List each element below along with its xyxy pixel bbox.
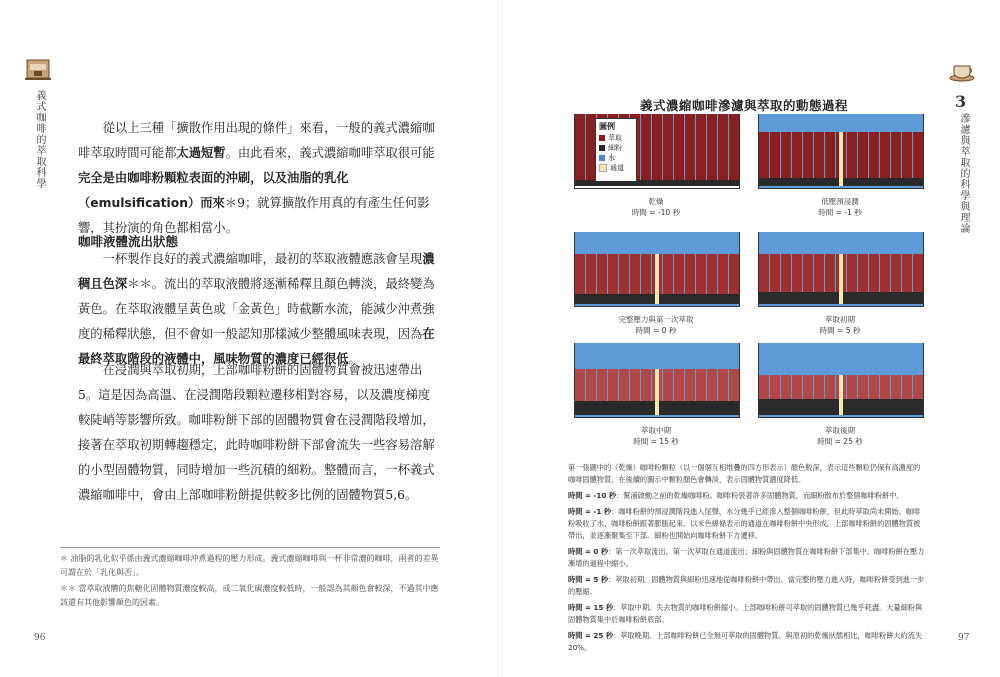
panel-time: 時間 = 15 秒 <box>633 437 679 446</box>
caption-item: 時間 = 0 秒：第一次萃取流出，第一次萃取在通道流出；細粉與固體物質在咖啡粉餅下部集中。咖啡粉餅在壓力漸增的過程中縮小。 <box>568 547 925 568</box>
panel-label-1 <box>574 196 738 218</box>
caption-item: 時間 = -1 秒：咖啡粉餅的預浸潤階段進入尾聲，水分幾乎已經滲入整個咖啡粉餅，但此時萃取尚未開始。咖啡粉吸收了水，咖啡粉餅跟著膨脹起來。以米色線條表示的通道在咖啡粉餅中央形成，上部咖啡粉餅的固體物質被帶出，並逐漸聚集至下部。細粉也開始向咖啡粉餅下方遷移。 <box>568 507 921 540</box>
panel-name: 萃取初期 <box>825 315 855 324</box>
panel-label-2 <box>758 196 922 218</box>
chapter-number: 3 <box>955 92 967 111</box>
channel <box>839 375 843 415</box>
footnote-2: ＊＊ 當萃取液體的焦糖化固體物質濃度較高，或二氧化碳濃度較低時，一般認為其顏色會較深，不過其中應該還有其他影響顏色的因素。 <box>60 584 439 607</box>
channel <box>839 254 843 304</box>
panel-name: 萃取後期 <box>825 426 855 435</box>
caption-item: 時間 = 5 秒：萃取初期。固體物質與細粉迅速地從咖啡粉餅中帶出。當完整的壓力進入時，咖啡粉餅受到進一步的壓縮。 <box>568 575 925 596</box>
panel-name: 低壓預浸潤 <box>821 197 859 206</box>
panel-time: 時間 = -10 秒 <box>631 208 681 217</box>
channel <box>655 369 659 415</box>
legend <box>595 118 637 182</box>
panel-5 <box>574 343 740 418</box>
panel-label-3 <box>574 314 738 336</box>
coffee-cup-icon <box>948 58 978 84</box>
panel-time: 時間 = 25 秒 <box>817 437 863 446</box>
legend-item-fines: 細粉 <box>599 143 633 153</box>
page-number-left: 96 <box>34 633 46 643</box>
footnotes <box>60 547 440 612</box>
panel-name: 萃取中期 <box>641 426 671 435</box>
paragraph-3: 在浸潤與萃取初期，上部咖啡粉餅的固體物質會被迅速帶出5。這是因為高溫、在浸潤階段顆粒遷移相對容易，以及濃度梯度較陡峭等影響所致。咖啡粉餅下部的固體物質會在浸潤階段增加，接著在萃取初期轉趨穩定，此時咖啡粉餅下部會流失一些容易溶解的小型固體物質，同時增加一些沉積的細粉。整體而言，一杯義式濃縮咖啡中，會由上部咖啡粉餅提供較多比例的固體物質5,6。 <box>78 363 435 502</box>
legend-swatch <box>599 164 607 172</box>
panel-2 <box>758 114 924 189</box>
panel-6 <box>758 343 924 418</box>
paragraph-2: 一杯製作良好的義式濃縮咖啡，最初的萃取液體應該會呈現濃稠且色深＊＊。流出的萃取液體將逐漸稀釋且顏色轉淡，最終變為黃色。在萃取液體呈黃色或「金黃色」時截斷水流，能減少沖煮強度的稀釋狀態，但不會如一般認知那樣減少整體風味表現，因為在最終萃取階段的液體中，風味物質的濃度已經很低。 <box>78 252 435 366</box>
legend-item-water: 水 <box>599 153 633 163</box>
legend-swatch <box>599 155 605 161</box>
footnote-1: ＊ 油脂的乳化似乎係由義式濃縮咖啡沖煮過程的壓力形成。義式濃縮咖啡與一杯非常濃的咖啡，兩者的差異可謂在於「乳化與否」。 <box>60 554 439 577</box>
panel-label-4 <box>758 314 922 336</box>
running-head-right: 滲濾與萃取的科學與理論 <box>958 113 969 234</box>
panel-time: 時間 = -1 秒 <box>818 208 862 217</box>
page-number-right: 97 <box>958 633 970 643</box>
legend-title: 圖例 <box>599 122 615 131</box>
panel-3 <box>574 232 740 307</box>
legend-item-extraction: 萃取 <box>599 133 633 143</box>
figure-caption <box>568 462 926 658</box>
panel-name: 完整壓力與第一次萃取 <box>618 315 694 324</box>
running-head-left: 義式咖啡的萃取科學 <box>34 90 45 189</box>
panel-name: 乾燥 <box>648 197 664 206</box>
paragraph-1: 從以上三種「擴散作用出現的條件」來看，一般的義式濃縮咖啡萃取時間可能都太過短暫。由此看來，義式濃縮咖啡萃取很可能完全是由咖啡粉顆粒表面的沖刷，以及油脂的乳化（emulsification）而來＊9；就算擴散作用真的有產生任何影響，其扮演的角色都相當小。 <box>78 121 435 235</box>
coffee-machine-icon <box>24 56 54 82</box>
caption-item: 時間 = 25 秒：萃取晚期。上部咖啡粉餅已全無可萃取的固體物質。與原初的乾燥狀態相比，咖啡粉餅大約流失 20%。 <box>568 631 923 652</box>
legend-item-channel: 通道 <box>599 163 633 173</box>
legend-swatch <box>599 145 605 151</box>
caption-item: 時間 = 15 秒：萃取中期。失去物質的咖啡粉餅縮小。上部咖啡粉餅可萃取的固體物質已幾乎耗盡。大量細粉與固體物質集中於咖啡粉餅底部。 <box>568 603 923 624</box>
panel-label-5 <box>574 425 738 447</box>
panel-time: 時間 = 5 秒 <box>819 326 861 335</box>
panel-time: 時間 = 0 秒 <box>635 326 677 335</box>
figure-title: 義式濃縮咖啡滲濾與萃取的動態過程 <box>640 98 849 113</box>
panel-4 <box>758 232 924 307</box>
channel <box>839 132 843 186</box>
legend-swatch <box>599 135 605 141</box>
panel-label-6 <box>758 425 922 447</box>
caption-item: 時間 = -10 秒：幫浦啟動之前的乾燥咖啡粉。咖啡粉裝著許多固體物質，而細粉散布於整個咖啡粉餅中。 <box>568 491 904 500</box>
channel <box>655 254 659 304</box>
caption-intro: 第一張圖中的（乾燥）咖啡粉顆粒（以一個個互相堆疊的四方形表示）顏色較深，表示這些顆粒仍保有高濃度的咖啡固體物質。在後續的圖示中顆粒顏色會轉淡，表示固體物質濃度降低。 <box>568 463 921 484</box>
section-heading: 咖啡液體流出狀態 <box>78 234 179 249</box>
